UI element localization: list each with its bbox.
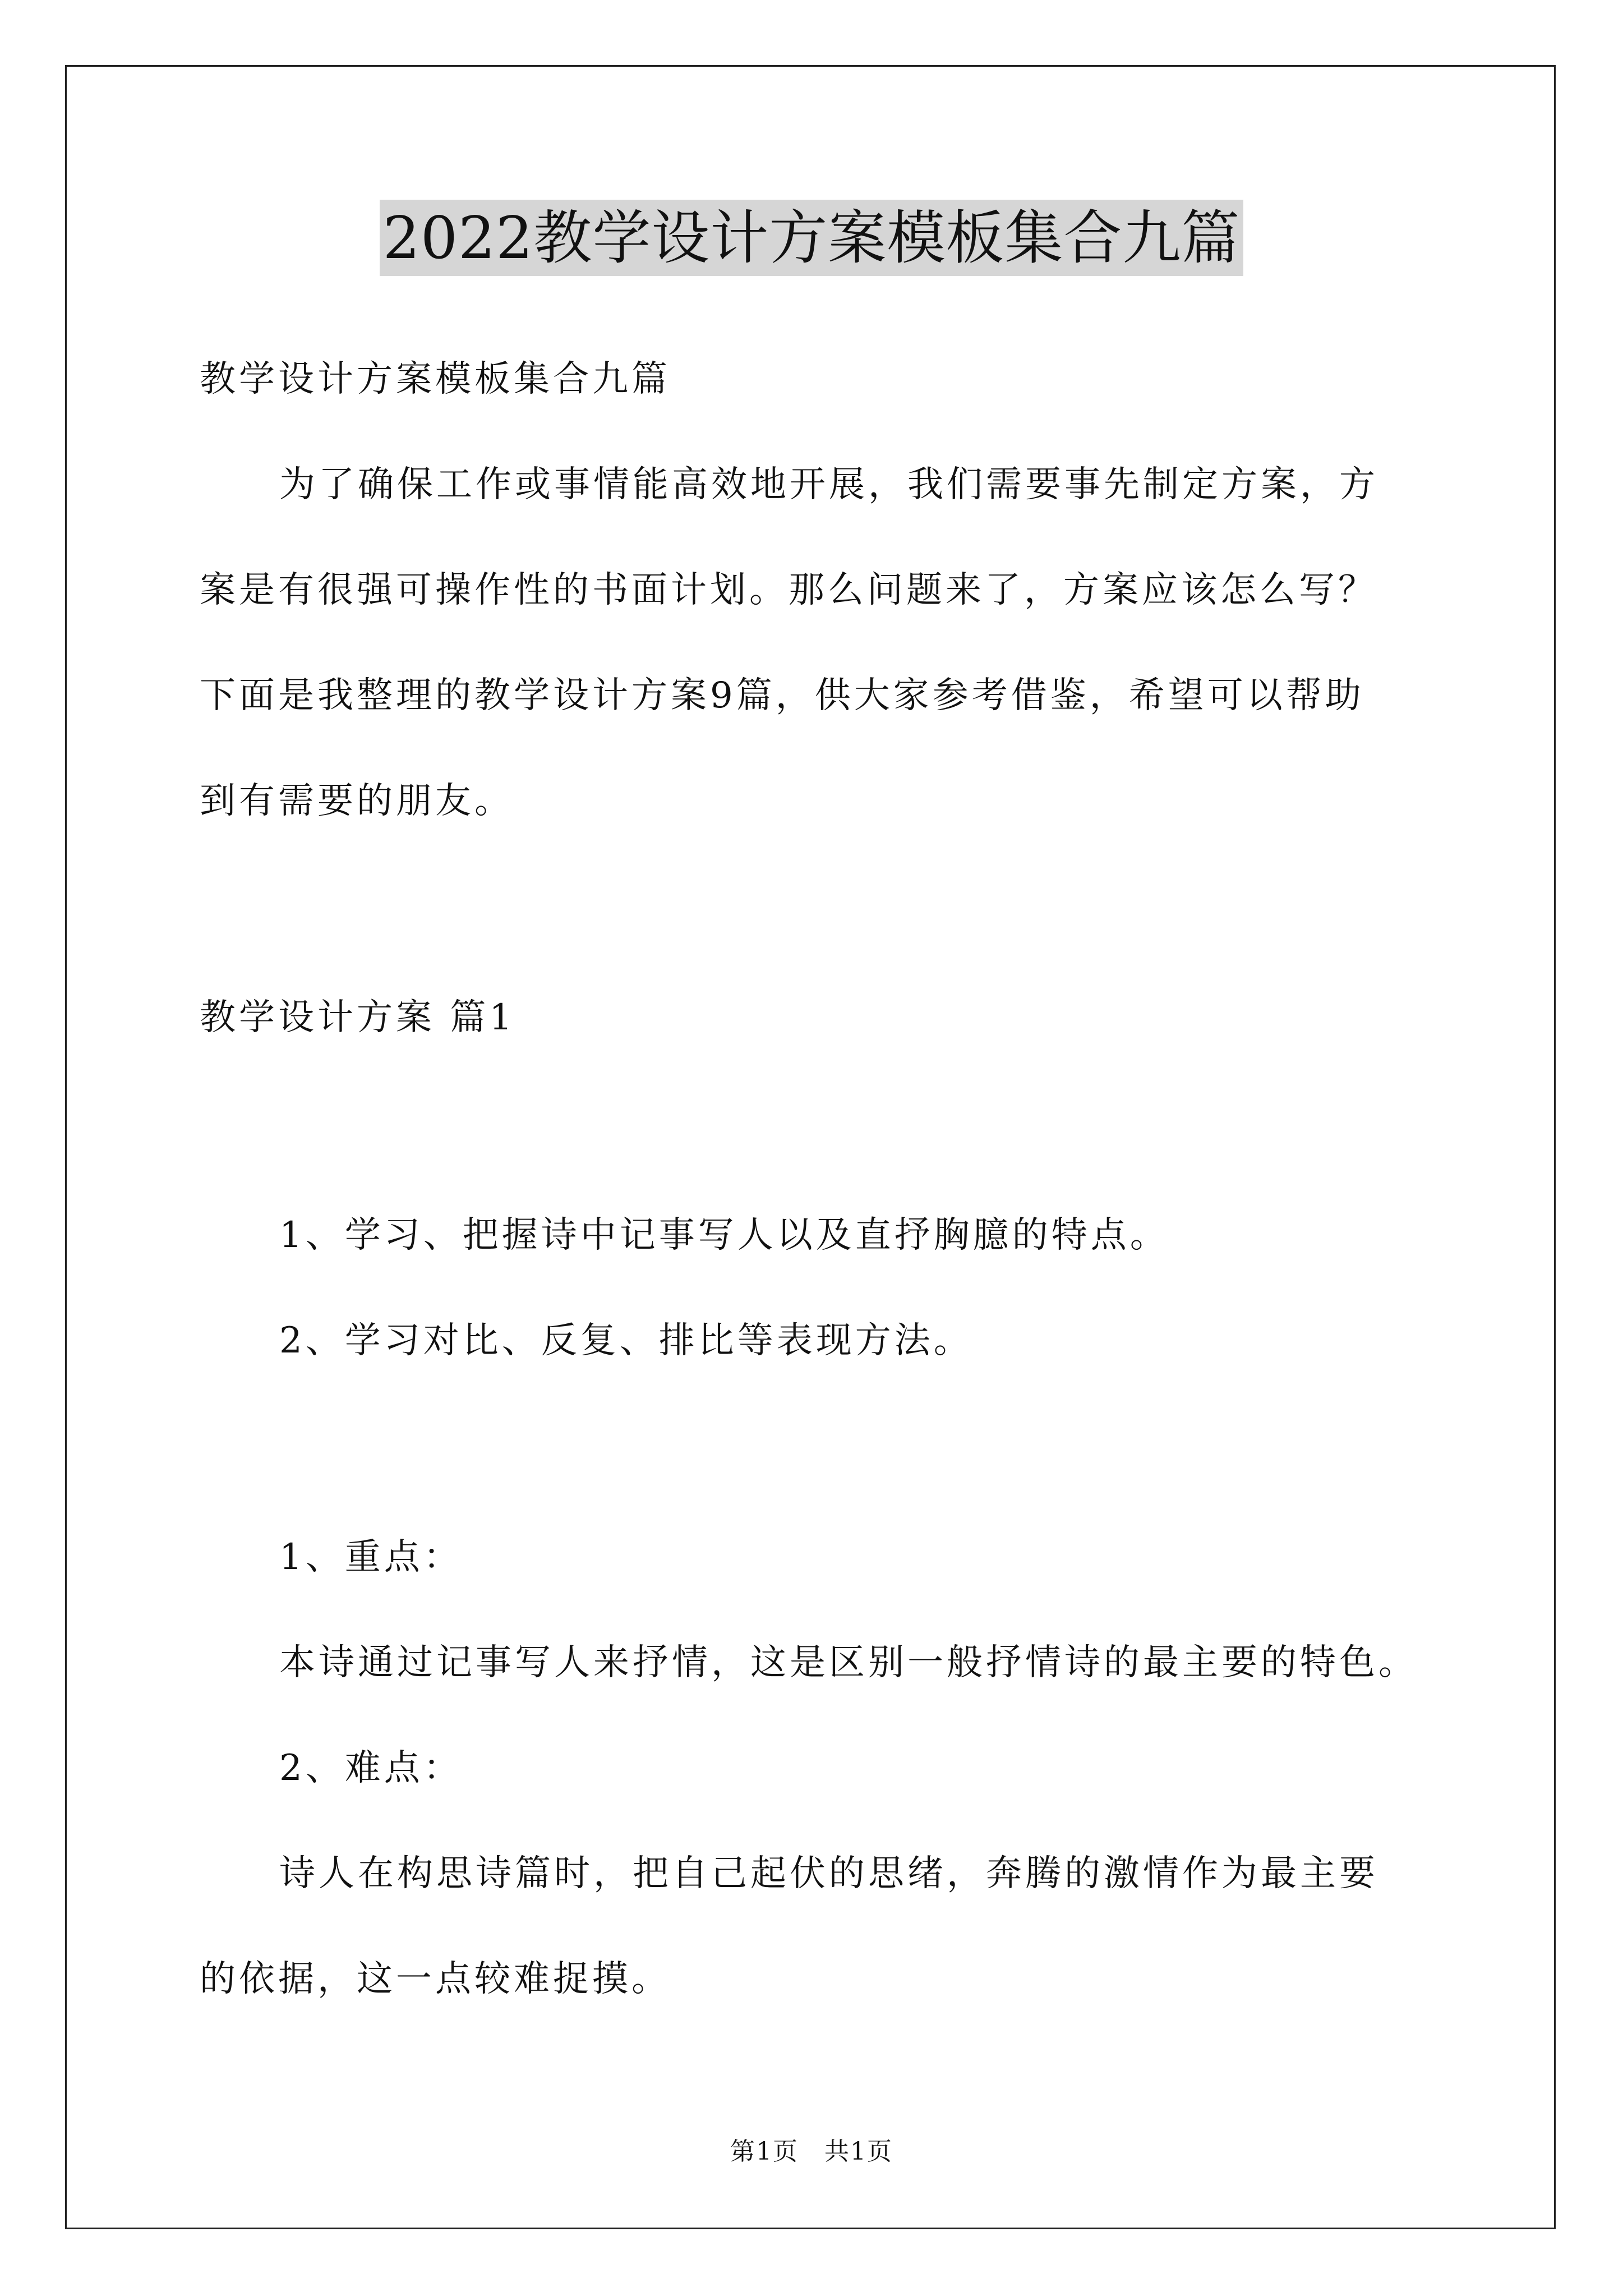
- key-point-text: 本诗通过记事写人来抒情，这是区别一般抒情诗的最主要的特色。: [279, 1642, 1418, 1683]
- intro-line-2: 案是有很强可操作性的书面计划。那么问题来了，方案应该怎么写？: [200, 569, 1377, 611]
- page-footer: 第1页 共1页: [730, 2137, 893, 2166]
- intro-line-3: 下面是我整理的教学设计方案9篇，供大家参考借鉴，希望可以帮助: [200, 675, 1364, 716]
- difficulty-label: 2、难点：: [279, 1747, 463, 1789]
- key-point-label: 1、重点：: [279, 1536, 463, 1578]
- document-title: 2022教学设计方案模板集合九篇: [380, 200, 1244, 276]
- difficulty-line-2: 的依据，这一点较难捉摸。: [200, 1958, 671, 2000]
- section-heading: 教学设计方案 篇1: [200, 997, 516, 1038]
- goal-item-1: 1、学习、把握诗中记事写人以及直抒胸臆的特点。: [279, 1214, 1169, 1256]
- title-container: [0, 200, 1623, 276]
- intro-line-1: 为了确保工作或事情能高效地开展，我们需要事先制定方案，方: [279, 464, 1378, 505]
- difficulty-line-1: 诗人在构思诗篇时，把自己起伏的思绪，奔腾的激情作为最主要: [279, 1853, 1378, 1894]
- subtitle: 教学设计方案模板集合九篇: [200, 358, 671, 400]
- intro-line-4: 到有需要的朋友。: [200, 780, 514, 822]
- goal-item-2: 2、学习对比、反复、排比等表现方法。: [279, 1320, 973, 1361]
